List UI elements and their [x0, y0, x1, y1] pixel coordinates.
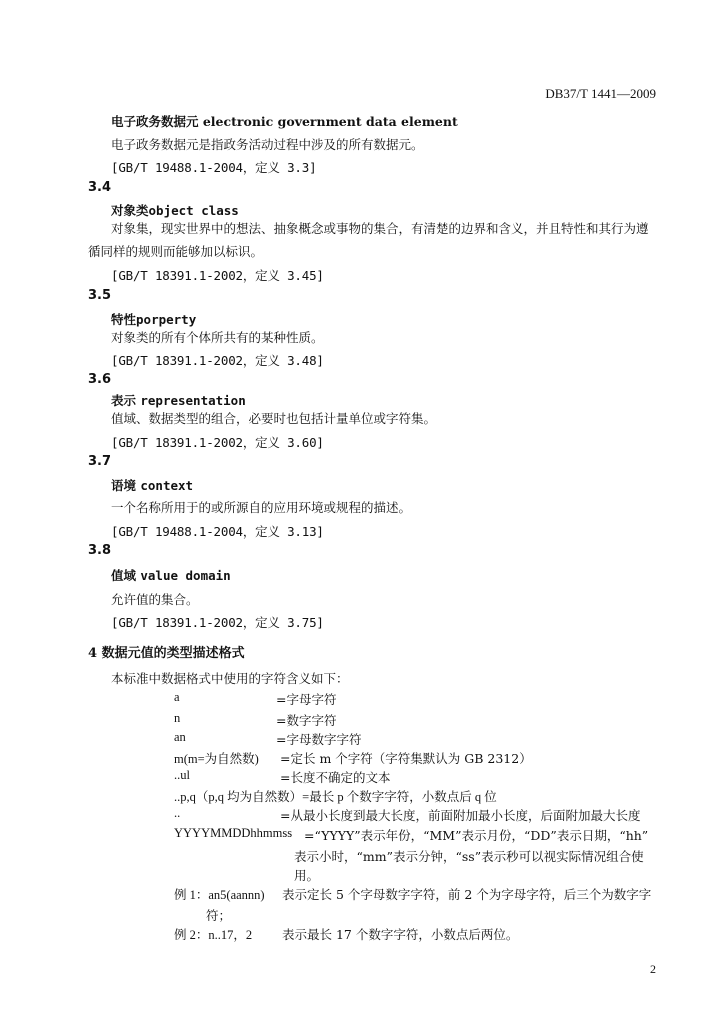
term-heading	[111, 566, 231, 584]
clause-number: 3.6	[88, 372, 112, 387]
format-code-desc-cont: 用。	[294, 868, 320, 883]
format-code-desc: =“YYYY”表示年份，“MM”表示月份，“DD”表示日期，“hh”	[304, 828, 649, 843]
term-reference: [GB/T 18391.1-2002，定义 3.45]	[111, 268, 324, 283]
term-definition: 值域、数据类型的组合，必要时也包括计量单位或字符集。	[111, 411, 437, 426]
format-code	[174, 787, 497, 805]
term-reference: [GB/T 18391.1-2002，定义 3.60]	[111, 435, 324, 450]
format-code-desc: =最长 p 个数字字符，小数点后 q 位	[302, 790, 497, 804]
format-code: n	[174, 711, 181, 725]
term-definition: 电子政务数据元是指政务活动过程中涉及的所有数据元。	[111, 137, 424, 152]
page-number: 2	[650, 962, 656, 976]
term-en: value domain	[140, 568, 231, 583]
format-code-desc-cont: 表示小时，“mm”表示分钟，“ss”表示秒可以视实际情况组合使	[294, 849, 644, 864]
format-code: an	[174, 730, 186, 744]
term-en: object class	[148, 203, 239, 218]
term-definition: 对象类的所有个体所共有的某种性质。	[111, 330, 324, 345]
term-definition: 允许值的集合。	[111, 592, 199, 607]
clause-number: 3.7	[88, 454, 112, 469]
example-desc-cont: 符；	[206, 908, 232, 923]
format-code-text: ..p,q（p,q 均为自然数）	[174, 790, 303, 804]
term-heading: 电子政务数据元 electronic government data element	[111, 114, 458, 129]
example-desc: 表示最长 17 个数字字符，小数点后两位。	[282, 927, 519, 942]
term-reference: [GB/T 19488.1-2004，定义 3.3]	[111, 160, 317, 175]
term-en: representation	[140, 393, 246, 408]
example-label: 例 1：an5(aannn)	[174, 888, 265, 902]
term-heading	[111, 391, 246, 409]
term-reference: [GB/T 18391.1-2002，定义 3.48]	[111, 353, 324, 368]
term-heading	[111, 310, 196, 328]
term-cn: 语境	[111, 478, 137, 493]
clause-number: 3.4	[88, 180, 112, 195]
section-intro: 本标准中数据格式中使用的字符含义如下：	[111, 671, 349, 686]
format-code: a	[174, 690, 180, 704]
term-reference: [GB/T 19488.1-2004，定义 3.13]	[111, 524, 324, 539]
term-cn: 特性	[111, 312, 137, 327]
example-desc: 表示定长 5 个字母数字字符，前 2 个为字母字符，后三个为数字字	[282, 887, 652, 902]
term-heading	[111, 476, 193, 494]
format-code: ..	[174, 806, 181, 820]
format-code: ..ul	[174, 768, 190, 782]
format-code: m(m=为自然数)	[174, 752, 259, 766]
format-code-desc: =字母数字字符	[276, 732, 362, 747]
term-definition: 一个名称所用于的或所源自的应用环境或规程的描述。	[111, 500, 412, 515]
document-id: DB37/T 1441—2009	[545, 86, 656, 101]
term-definition: 对象集，现实世界中的想法、抽象概念或事物的集合，有清楚的边界和含义，并且特性和其行为遵循同样的规则而能够加以标识。	[88, 221, 649, 259]
term-en: context	[140, 478, 194, 493]
term-cn: 值域	[111, 568, 137, 583]
format-code: YYYYMMDDhhmmss	[174, 826, 293, 840]
format-code-desc: =从最小长度到最大长度，前面附加最小长度，后面附加最大长度	[280, 808, 641, 823]
term-reference: [GB/T 18391.1-2002，定义 3.75]	[111, 615, 324, 630]
format-code-desc: =长度不确定的文本	[280, 770, 391, 785]
section-heading: 4 数据元值的类型描述格式	[88, 646, 245, 661]
format-code-desc: =定长 m 个字符（字符集默认为 GB 2312）	[280, 751, 532, 766]
example-label: 例 2：n..17，2	[174, 928, 253, 942]
format-code-desc: =字母字符	[276, 692, 337, 707]
clause-number: 3.8	[88, 543, 112, 558]
term-cn: 表示	[111, 393, 137, 408]
term-en: porperty	[136, 312, 197, 327]
term-cn: 对象类	[111, 203, 149, 218]
format-code-desc: =数字字符	[276, 713, 337, 728]
clause-number: 3.5	[88, 288, 112, 303]
